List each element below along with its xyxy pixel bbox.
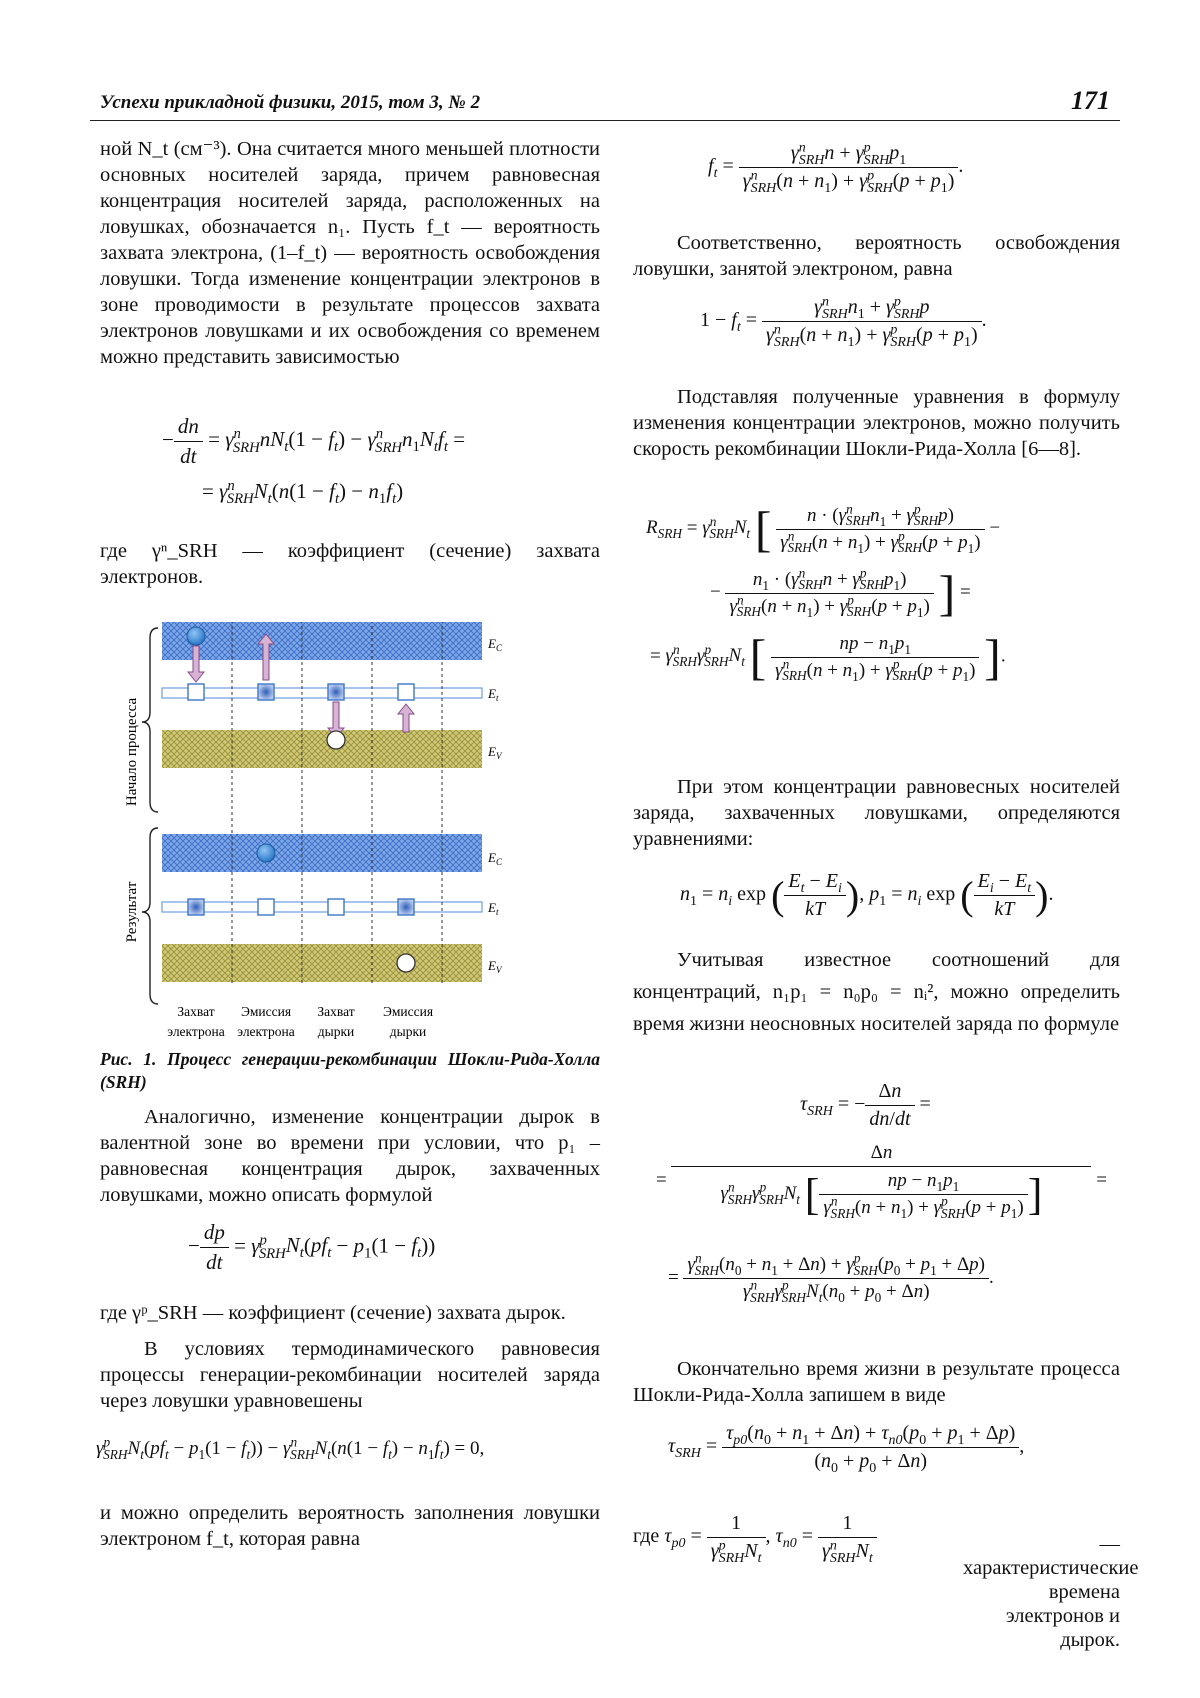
group-label-top: Начало процесса <box>124 697 140 807</box>
brace-bottom <box>142 828 158 1004</box>
equation-1-minus-ft: $1 - f_t$ = $\frac{\gamma^n_{SRH}n_1 + \gamma^p_{SRH}p}{\gamma^n_{SRH}(n + n_1) + \gamma^p_{SRH}(p + p_1)}$ . <box>700 294 987 350</box>
equation-rsrh: $R_{SRH} = \gamma^n_{SRH}N_t$ [ $\frac{n \cdot (\gamma^n_{SRH}n_1 + \gamma^p_{SRH}p)}{\gamma^n_{SRH}(n + n_1) + \gamma^p_{SRH}(p + p_1)}$ − − $\frac{n_1 \cdot (\gamma^n_{SRH}n + \gamma^p_{SRH}p_1)}{\gamma^n_{SRH}(n + n_1) + \gamma^p_{SRH}(p + p_1)}$ ] = = $\gamma^n_{SRH}\gamma^p_{SRH}N_t$ [ $\frac{np - n_1p_1}{\gamma^n_{SRH}(n + n_1) + \gamma^p_{SRH}(p + p_1)}$ ]. <box>646 501 1006 685</box>
arrow-up-hole-emission <box>398 704 414 732</box>
equation-equilibrium: $\gamma^p_{SRH}N_t(pf_t - p_1(1 - f_t)) - \gamma^n_{SRH}N_t(n(1 - f_t) - n_1f_t) = 0$, <box>96 1434 485 1462</box>
right-para-6: — характеристические времена электронов и дырок. <box>963 1533 1139 1651</box>
col-label: дырки <box>317 1024 355 1039</box>
col-label: Эмиссия <box>240 1004 292 1019</box>
equation-tau-srh-1: $\tau_{SRH}$ = − $\frac{\Delta n}{dn/dt}$ = <box>800 1080 931 1130</box>
equation-ft: $f_t$ = $\frac{\gamma^n_{SRH}n + \gamma^p_{SRH}p_1}{\gamma^n_{SRH}(n + n_1) + \gamma^p_{SRH}(p + p_1)}$ . <box>708 140 964 196</box>
conduction-band-bottom <box>162 834 482 872</box>
label-et-bottom: $E_t$ <box>488 900 499 917</box>
right-para-1: Соответственно, вероятность освобождения ловушки, занятой электроном, равна <box>633 232 1120 280</box>
trap-level-bottom <box>162 902 482 912</box>
left-column <box>100 134 600 370</box>
figure-caption: Рис. 1. Процесс генерации-рекомбинации Шокли-Рида-Холла (SRH) <box>100 1049 600 1092</box>
col-label: дырки <box>389 1024 427 1039</box>
left-para-4: где γᵖ_SRH — коэффициент (сечение) захвата дырок. <box>100 1302 566 1324</box>
equation-tau-srh-3: = $\frac{\gamma^n_{SRH}(n_0 + n_1 + \Delta n) + \gamma^p_{SRH}(p_0 + p_1 + \Delta p)}{\gamma^n_{SRH}\gamma^p_{SRH}N_t(n_0 + p_0 + \Delta n)}$ . <box>668 1250 994 1305</box>
valence-band-bottom <box>162 944 482 982</box>
page-number: 171 <box>1071 86 1110 115</box>
trap-filled <box>398 899 414 915</box>
equation-dn-dt: − $\frac{dn}{dt}$ = $\gamma^n_{SRH}nN_t(1 - f_t) - \gamma^n_{SRH}n_1N_tf_t$ = = $\gamma^n_{SRH}N_t(n(1 - f_t) - n_1f_t)$ <box>162 414 466 508</box>
page-header <box>90 78 1120 122</box>
equation-tau-srh-final: $\tau_{SRH}$ = $\frac{\tau_{p0}(n_0 + n_1 + \Delta n) + \tau_{n0}(p_0 + p_1 + \Delta p)}{(n_0 + p_0 + \Delta n)}$ , <box>668 1422 1025 1476</box>
col-label: Эмиссия <box>382 1004 434 1019</box>
trap-empty <box>328 899 344 915</box>
left-para-5: В условиях термодинамического равновесия процессы генерации-рекомбинации носителей заряда через ловушки уравновешены <box>100 1338 600 1412</box>
right-para-5: Окончательно время жизни в результате процесса Шокли-Рида-Холла запишем в виде <box>633 1358 1120 1406</box>
brace-top <box>142 628 158 812</box>
valence-band-top <box>162 730 482 768</box>
electron <box>187 627 205 645</box>
label-ev-top: $E_V$ <box>488 744 502 761</box>
label-ec-bottom: $E_C$ <box>488 850 502 867</box>
trap-empty <box>188 684 204 700</box>
electron <box>257 844 275 862</box>
left-para-3: Аналогично, изменение концентрации дырок в валентной зоне во времени при условии, что p₁ – равновесная концентрация дырок, захваченных ловушками, можно описать формулой <box>100 1106 600 1206</box>
col-label: Захват <box>177 1004 215 1019</box>
equation-tau-srh-2: = Δn $\gamma^n_{SRH}\gamma^p_{SRH}N_t$ [ $\frac{np - n_1p_1}{\gamma^n_{SRH}(n + n_1) + \gamma^p_{SRH}(p + p_1)}$ ] = <box>656 1142 1107 1221</box>
hole <box>397 954 415 972</box>
trap-filled <box>258 684 274 700</box>
equation-tau-definitions: где $\tau_{p0}$ = $\frac{1}{\gamma^p_{SRH}N_t}$ , $\tau_{n0}$ = $\frac{1}{\gamma^n_{SRH}N_t}$ <box>633 1512 1120 1563</box>
trap-level-top <box>162 688 482 698</box>
equation-dp-dt: − $\frac{dp}{dt}$ = $\gamma^p_{SRH}N_t(pf_t - p_1(1 - f_t))$ <box>188 1220 436 1274</box>
journal-title: Успехи прикладной физики, 2015, том 3, № 2 <box>100 92 481 113</box>
conduction-band-top <box>162 622 482 660</box>
trap-empty <box>258 899 274 915</box>
label-ev-bottom: $E_V$ <box>488 958 502 975</box>
label-et-top: $E_t$ <box>488 686 499 703</box>
srh-figure <box>120 622 580 1042</box>
right-para-4: Учитывая известное соотношений для концентраций, n₁p₁ = n₀p₀ = nᵢ², можно определить время жизни неосновных носителей заряда по формуле <box>633 949 1120 1035</box>
trap-filled <box>188 899 204 915</box>
col-label: электрона <box>167 1024 225 1039</box>
left-para-2: где γⁿ_SRH — коэффициент (сечение) захвата электронов. <box>100 540 600 588</box>
label-ec-top: $E_C$ <box>488 636 502 653</box>
right-para-3: При этом концентрации равновесных носителей заряда, захваченных ловушками, определяются уравнениями: <box>633 776 1120 850</box>
col-label: электрона <box>237 1024 295 1039</box>
left-para-1: ной N_t (см⁻³). Она считается много меньшей плотности основных носителей заряда, причем равновесная концентрация носителей заряда, расположенных на ловушках, обозначается n₁. Пусть f_t — вероятность захвата электрона, (1–f_t) — вероятность освобождения ловушки. Тогда изменение концентрации электронов в зоне проводимости в результате процессов захвата электронов ловушками и их освобождения со временем можно представить зависимостью <box>100 138 600 368</box>
group-label-bottom: Результат <box>124 881 140 943</box>
trap-empty <box>398 684 414 700</box>
right-para-2: Подставляя полученные уравнения в формулу изменения концентрации электронов, можно получить скорость рекомбинации Шокли-Рида-Холла [6—8]. <box>633 386 1120 460</box>
left-para-6: и можно определить вероятность заполнения ловушки электроном f_t, которая равна <box>100 1502 600 1550</box>
equation-n1-p1: $n_1 = n_i$ exp ( $\frac{E_t - E_i}{kT}$ ), $p_1 = n_i$ exp ( $\frac{E_i - E_t}{kT}$ ). <box>680 870 1054 920</box>
hole <box>327 731 345 749</box>
col-label: Захват <box>317 1004 355 1019</box>
header-rule <box>90 120 1120 121</box>
trap-filled <box>328 684 344 700</box>
